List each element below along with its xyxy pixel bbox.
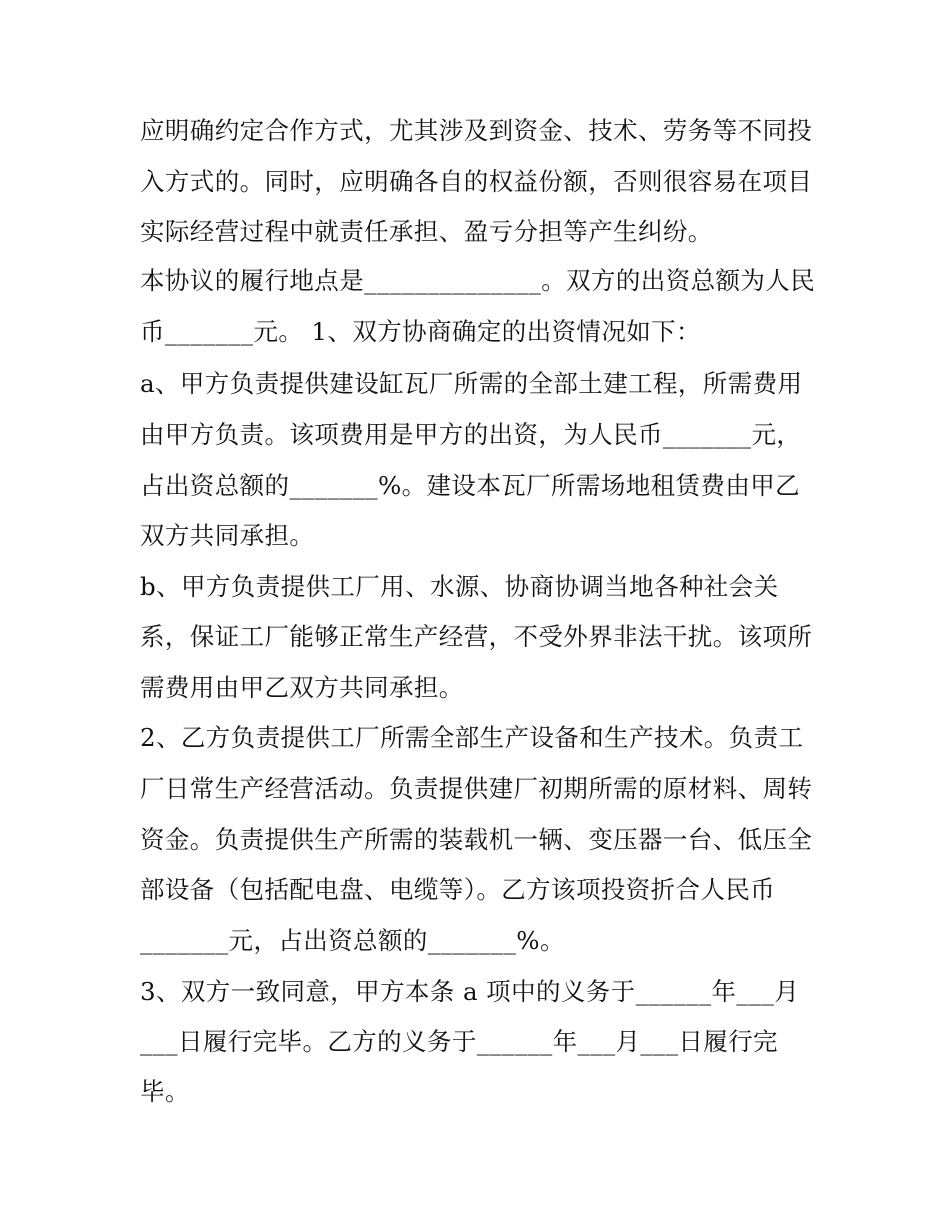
- text-line: ___日履行完毕。乙方的义务于______年___月___日履行完: [140, 1027, 778, 1056]
- text-line: 应明确约定合作方式，尤其涉及到资金、技术、劳务等不同投: [140, 116, 813, 145]
- text-line: 厂日常生产经营活动。负责提供建厂初期所需的原材料、周转: [140, 774, 813, 803]
- text-line: 双方共同承担。: [140, 521, 315, 550]
- text-line: 本协议的履行地点是______________。双方的出资总额为人民: [140, 266, 816, 295]
- text-line: 资金。负责提供生产所需的装载机一辆、变压器一台、低压全: [140, 825, 813, 854]
- text-line: b、甲方负责提供工厂用、水源、协商协调当地各种社会关: [140, 572, 779, 601]
- text-line: 占出资总额的_______%。建设本瓦厂所需场地租赁费由甲乙: [140, 471, 801, 500]
- text-line: 需费用由甲乙双方共同承担。: [140, 673, 464, 702]
- text-line: 毕。: [140, 1077, 190, 1106]
- text-line: 3、双方一致同意，甲方本条 a 项中的义务于______年___月: [140, 977, 800, 1006]
- text-line: 系，保证工厂能够正常生产经营，不受外界非法干扰。该项所: [140, 622, 813, 651]
- text-line: 实际经营过程中就责任承担、盈亏分担等产生纠纷。: [140, 217, 713, 246]
- text-line: 由甲方负责。该项费用是甲方的出资，为人民币_______元，: [140, 420, 802, 449]
- text-line: 入方式的。同时，应明确各自的权益份额，否则很容易在项目: [140, 167, 813, 196]
- text-line: a、甲方负责提供建设缸瓦厂所需的全部土建工程，所需费用: [140, 369, 803, 398]
- text-line: _______元，占出资总额的_______%。: [140, 926, 565, 955]
- text-line: 部设备（包括配电盘、电缆等）。乙方该项投资折合人民币: [140, 875, 776, 904]
- text-line: 币_______元。 1、双方协商确定的出资情况如下：: [140, 317, 701, 346]
- text-line: 2、乙方负责提供工厂所需全部生产设备和生产技术。负责工: [140, 723, 804, 752]
